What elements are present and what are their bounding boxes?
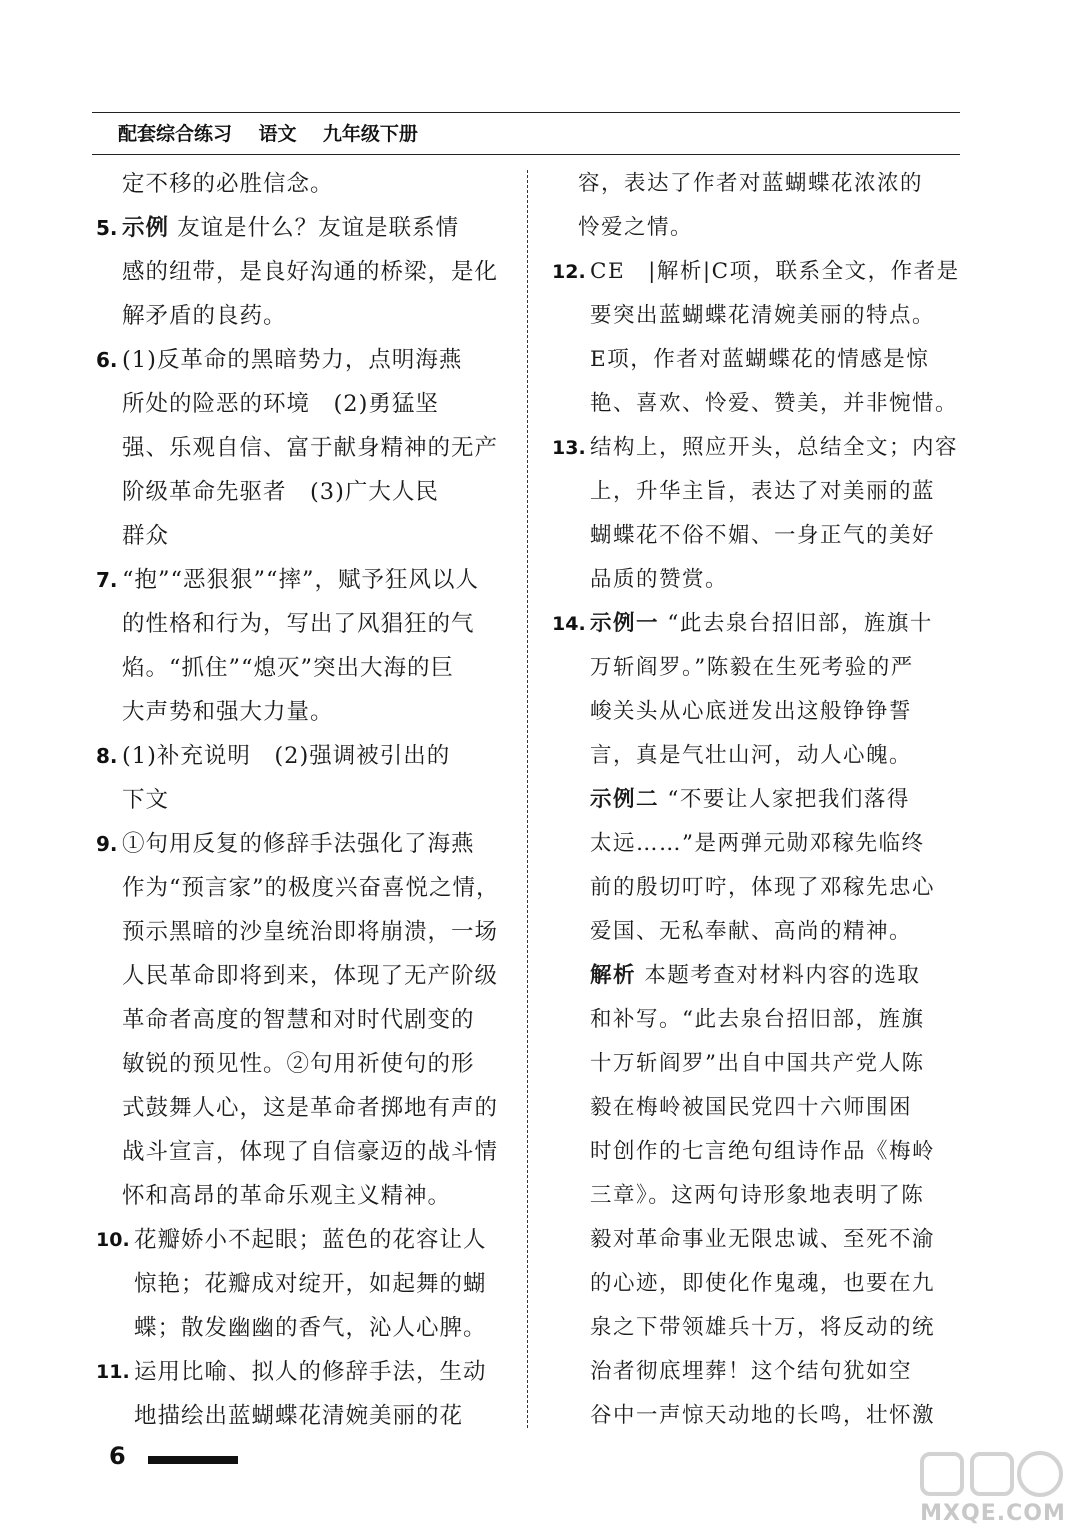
- answer-line: 三章》。这两句诗形象地表明了陈: [590, 1183, 925, 1208]
- answer-item: [96, 1350, 508, 1438]
- answer-item: [96, 162, 508, 206]
- answer-line: 定不移的必胜信念。: [122, 171, 334, 197]
- left-column: [96, 162, 508, 1438]
- answer-line: 式鼓舞人心，这是革命者掷地有声的: [122, 1095, 499, 1121]
- answer-item: [96, 822, 508, 1218]
- page-header: 配套综合练习 语文 九年级下册: [118, 123, 418, 145]
- answer-line: 艳、喜欢、怜爱、赞美，并非惋惜。: [590, 391, 959, 416]
- answer-line: (1)反革命的黑暗势力，点明海燕: [122, 347, 463, 373]
- answer-line: 毅对革命事业无限忠诚、至死不渝: [590, 1227, 936, 1252]
- header-rule-top: [92, 112, 960, 113]
- item-number: 12.: [552, 261, 586, 283]
- answer-line: 谷中一声惊天动地的长鸣，壮怀激: [590, 1403, 936, 1428]
- answer-line: 预示黑暗的沙皇统治即将崩溃，一场: [122, 919, 499, 945]
- item-number: 14.: [552, 613, 586, 635]
- answer-line: 阶级革命先驱者 (3)广大人民: [122, 479, 439, 505]
- answer-tag: 解析: [590, 963, 637, 988]
- answer-line: 运用比喻、拟人的修辞手法，生动: [134, 1359, 487, 1385]
- answer-line: 容，表达了作者对蓝蝴蝶花浓浓的: [578, 171, 924, 196]
- answer-line: 焰。“抓住”“熄灭”突出大海的巨: [122, 655, 455, 681]
- answer-item: [96, 1218, 508, 1350]
- answer-tag: 示例: [122, 215, 170, 241]
- item-number: 11.: [96, 1361, 130, 1383]
- answer-line: 品质的赞赏。: [590, 567, 729, 592]
- answer-line: 太远……”是两弹元勋邓稼先临终: [590, 831, 925, 856]
- page-number: 6: [109, 1442, 126, 1470]
- answer-line: 要突出蓝蝴蝶花清婉美丽的特点。: [590, 303, 936, 328]
- answer-line: [552, 602, 962, 646]
- answer-item: [552, 426, 962, 602]
- item-number: 9.: [96, 832, 118, 856]
- answer-item: [96, 734, 508, 822]
- answer-line: 时创作的七言绝句组诗作品《梅岭: [590, 1139, 936, 1164]
- item-number: 13.: [552, 437, 586, 459]
- watermark-text: MXQE.COM: [920, 1501, 1066, 1526]
- answer-line: 治者彻底埋葬！这个结句犹如空: [590, 1359, 913, 1384]
- answer-line: 作为“预言家”的极度兴奋喜悦之情，: [122, 875, 500, 901]
- answer-line: 群众: [122, 523, 170, 549]
- answer-line: 言，真是气壮山河，动人心魄。: [590, 743, 913, 768]
- answer-line: 革命者高度的智慧和对时代剧变的: [122, 1007, 475, 1033]
- answer-line: 解矛盾的良药。: [122, 303, 287, 329]
- answer-line: 毅在梅岭被国民党四十六师围困: [590, 1095, 913, 1120]
- answer-line: 所处的险恶的环境 (2)勇猛坚: [122, 391, 439, 417]
- answer-line: 十万斩阎罗”出自中国共产党人陈: [590, 1051, 925, 1076]
- answer-text: “此去泉台招旧部，旌旗十: [659, 611, 933, 636]
- answer-text: 本题考查对材料内容的选取: [636, 963, 921, 988]
- answer-line: 泉之下带领雄兵十万，将反动的统: [590, 1315, 936, 1340]
- answer-line: 强、乐观自信、富于献身精神的无产: [122, 435, 499, 461]
- item-number: 8.: [96, 744, 118, 768]
- item-number: 5.: [96, 216, 118, 240]
- answer-line: E项，作者对蓝蝴蝶花的情感是惊: [590, 347, 930, 372]
- answer-text: “不要让人家把我们落得: [659, 787, 910, 812]
- answer-line: 峻关头从心底迸发出这般铮铮誓: [590, 699, 913, 724]
- answer-line: 花瓣娇小不起眼；蓝色的花容让人: [134, 1227, 487, 1253]
- answer-item: [552, 250, 962, 426]
- answer-tag: 示例一: [590, 611, 660, 636]
- answer-line: 下文: [122, 787, 170, 813]
- answer-line: 怀和高昂的革命乐观主义精神。: [122, 1183, 452, 1209]
- answer-line: ①句用反复的修辞手法强化了海燕: [122, 831, 475, 857]
- answer-line: 蝶；散发幽幽的香气，沁人心脾。: [134, 1315, 487, 1341]
- answer-line: 人民革命即将到来，体现了无产阶级: [122, 963, 499, 989]
- answer-tag: 示例二: [590, 787, 660, 812]
- answer-line: 蝴蝶花不俗不媚、一身正气的美好: [590, 523, 936, 548]
- answer-line: 感的纽带，是良好沟通的桥梁，是化: [122, 259, 499, 285]
- answer-item: [96, 338, 508, 558]
- answer-line: 地描绘出蓝蝴蝶花清婉美丽的花: [134, 1403, 464, 1429]
- answer-line: 大声势和强大力量。: [122, 699, 334, 725]
- answer-item: [96, 206, 508, 338]
- answer-line: “抱”“恶狠狠”“摔”，赋予狂风以人: [122, 567, 480, 593]
- answer-line: [552, 954, 962, 998]
- watermark-icon: [918, 1446, 1068, 1506]
- item-number: 10.: [96, 1229, 130, 1251]
- watermark-logo: [918, 1446, 1068, 1526]
- answer-line: 爱国、无私奉献、高尚的精神。: [590, 919, 913, 944]
- item-number: 6.: [96, 348, 118, 372]
- answer-line: CE |解析|C项，联系全文，作者是: [590, 259, 960, 284]
- answer-line: 前的殷切叮咛，体现了邓稼先忠心: [590, 875, 936, 900]
- answer-text: 友谊是什么？友谊是联系情: [169, 215, 460, 241]
- answer-item: [552, 602, 962, 1438]
- answer-line: 和补写。“此去泉台招旧部，旌旗: [590, 1007, 925, 1032]
- header-rule-bottom: [92, 154, 960, 155]
- right-column: [552, 162, 962, 1438]
- answer-line: (1)补充说明 (2)强调被引出的: [122, 743, 451, 769]
- answer-line: [552, 778, 962, 822]
- item-number: 7.: [96, 568, 118, 592]
- answer-line: 的心迹，即使化作鬼魂，也要在九: [590, 1271, 936, 1296]
- answer-line: [96, 206, 508, 250]
- answer-line: 结构上，照应开头，总结全文；内容: [590, 435, 959, 460]
- answer-line: 的性格和行为，写出了风猖狂的气: [122, 611, 475, 637]
- answer-line: 惊艳；花瓣成对绽开，如起舞的蝴: [134, 1271, 487, 1297]
- page-number-bar: [148, 1456, 238, 1464]
- answer-line: 万斩阎罗。”陈毅在生死考验的严: [590, 655, 914, 680]
- column-divider: [527, 170, 528, 1428]
- answer-item: [552, 162, 962, 250]
- answer-line: 敏锐的预见性。②句用祈使句的形: [122, 1051, 475, 1077]
- answer-line: 战斗宣言，体现了自信豪迈的战斗情: [122, 1139, 499, 1165]
- answer-item: [96, 558, 508, 734]
- answer-line: 上，升华主旨，表达了对美丽的蓝: [590, 479, 936, 504]
- answer-line: 怜爱之情。: [578, 215, 694, 240]
